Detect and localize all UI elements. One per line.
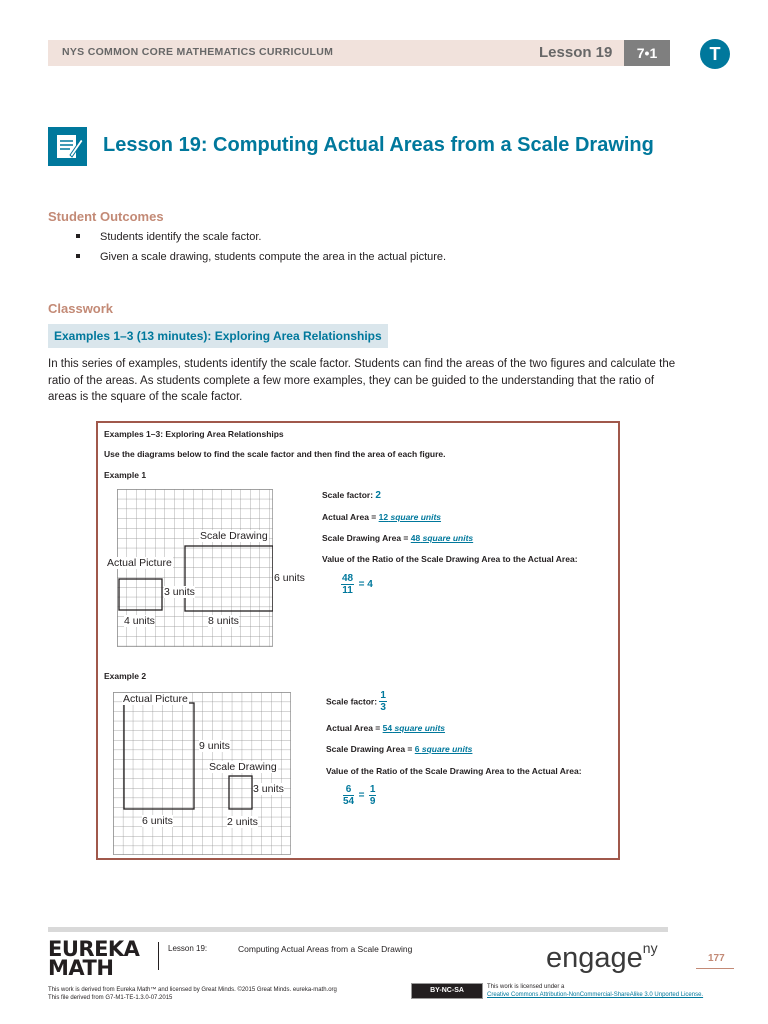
engageny-logo: engage$^{ny}$: [546, 940, 658, 974]
ex1-drawing-area: Scale Drawing Area = 48 square units: [322, 533, 474, 543]
ex1-six-units: 6 units: [274, 572, 305, 584]
box-instruction: Use the diagrams below to find the scale factor and then find the area of each figure.: [104, 449, 446, 459]
ex1-scale-factor: Scale factor: 2: [322, 490, 381, 501]
ex1-actual-area: Actual Area = 12 square units: [322, 512, 442, 522]
intro-paragraph: In this series of examples, students identify the scale factor. Students can find the areas of the two figures and calculate the ratio of the areas. As students complete a few more examples, they can be guided to the understanding that the ratio of areas is the square of the scale factor.: [48, 358, 676, 403]
outcome-item: Students identify the scale factor.: [76, 231, 261, 243]
ex1-eight-units: 8 units: [208, 615, 239, 627]
example1-label: Example 1: [104, 470, 147, 480]
outcome-item: Given a scale drawing, students compute the area in the actual picture.: [76, 251, 446, 263]
ex2-nine-units: 9 units: [199, 740, 230, 752]
ex1-ratio-value: $\frac{48}{11}$ = 4: [342, 573, 373, 596]
teacher-badge: T: [700, 39, 730, 69]
ex1-four-units: 4 units: [124, 615, 155, 627]
ex1-actual-picture-label: Actual Picture: [107, 557, 172, 569]
ex1-three-units: 3 units: [164, 586, 195, 598]
footer-bar: [48, 927, 668, 932]
ex2-six-units: 6 units: [142, 815, 173, 827]
cc-license-badge: BY-NC-SA: [411, 983, 483, 999]
footer-lesson-title: Computing Actual Areas from a Scale Drawing: [238, 944, 413, 954]
header-lesson: Lesson 19: [539, 44, 613, 61]
page-title: Lesson 19: Computing Actual Areas from a Scale Drawing: [103, 134, 654, 156]
module-badge: 7•1: [624, 40, 670, 66]
ex2-drawing-area: Scale Drawing Area = 6 square units: [326, 744, 473, 754]
classwork-heading: Classwork: [48, 301, 114, 316]
footer-credit: This work is derived from Eureka Math™ and licensed by Great Minds. ©2015 Great Minds. eureka-math.org This file derived from G7-M1-TE-1.3.0-07.2015: [48, 987, 337, 1001]
ex2-three-units: 3 units: [253, 783, 284, 795]
page-number-underline: [696, 968, 734, 969]
ex2-ratio-value: $\frac{6}{54}$ = $\frac{1}{9}$: [343, 784, 376, 807]
ex2-actual-area: Actual Area = 54 square units: [326, 723, 446, 733]
footer-lesson: Lesson 19:: [168, 944, 208, 953]
examples-heading: Examples 1–3 (13 minutes): Exploring Area Relationships: [48, 324, 388, 348]
ex2-scale-factor: Scale factor: $\frac{1}{3}$: [326, 690, 386, 713]
ex2-scale-drawing-label: Scale Drawing: [209, 761, 277, 773]
ex2-two-units: 2 units: [227, 816, 258, 828]
page-number: 177: [708, 953, 725, 964]
curriculum-label: NYS COMMON CORE MATHEMATICS CURRICULUM: [62, 46, 334, 58]
footer-divider: [158, 942, 159, 970]
license-text: This work is licensed under a Creative Commons Attribution-NonCommercial-ShareAlike 3.0 Unported License.: [487, 984, 704, 998]
outcomes-heading: Student Outcomes: [48, 209, 164, 224]
ex2-actual-picture-label: Actual Picture: [123, 693, 188, 705]
lesson-notebook-icon: [48, 127, 87, 166]
ex1-ratio-label: Value of the Ratio of the Scale Drawing Area to the Actual Area:: [322, 554, 578, 564]
eureka-math-logo: EUREKA MATH: [48, 937, 140, 980]
example2-label: Example 2: [104, 671, 147, 681]
box-title: Examples 1–3: Exploring Area Relationships: [104, 429, 284, 439]
example2-grid-figure: [113, 692, 291, 855]
ex2-ratio-label: Value of the Ratio of the Scale Drawing Area to the Actual Area:: [326, 766, 582, 776]
license-link[interactable]: Creative Commons Attribution-NonCommercial-ShareAlike 3.0 Unported License.: [487, 992, 704, 998]
ex1-scale-drawing-label: Scale Drawing: [200, 530, 268, 542]
